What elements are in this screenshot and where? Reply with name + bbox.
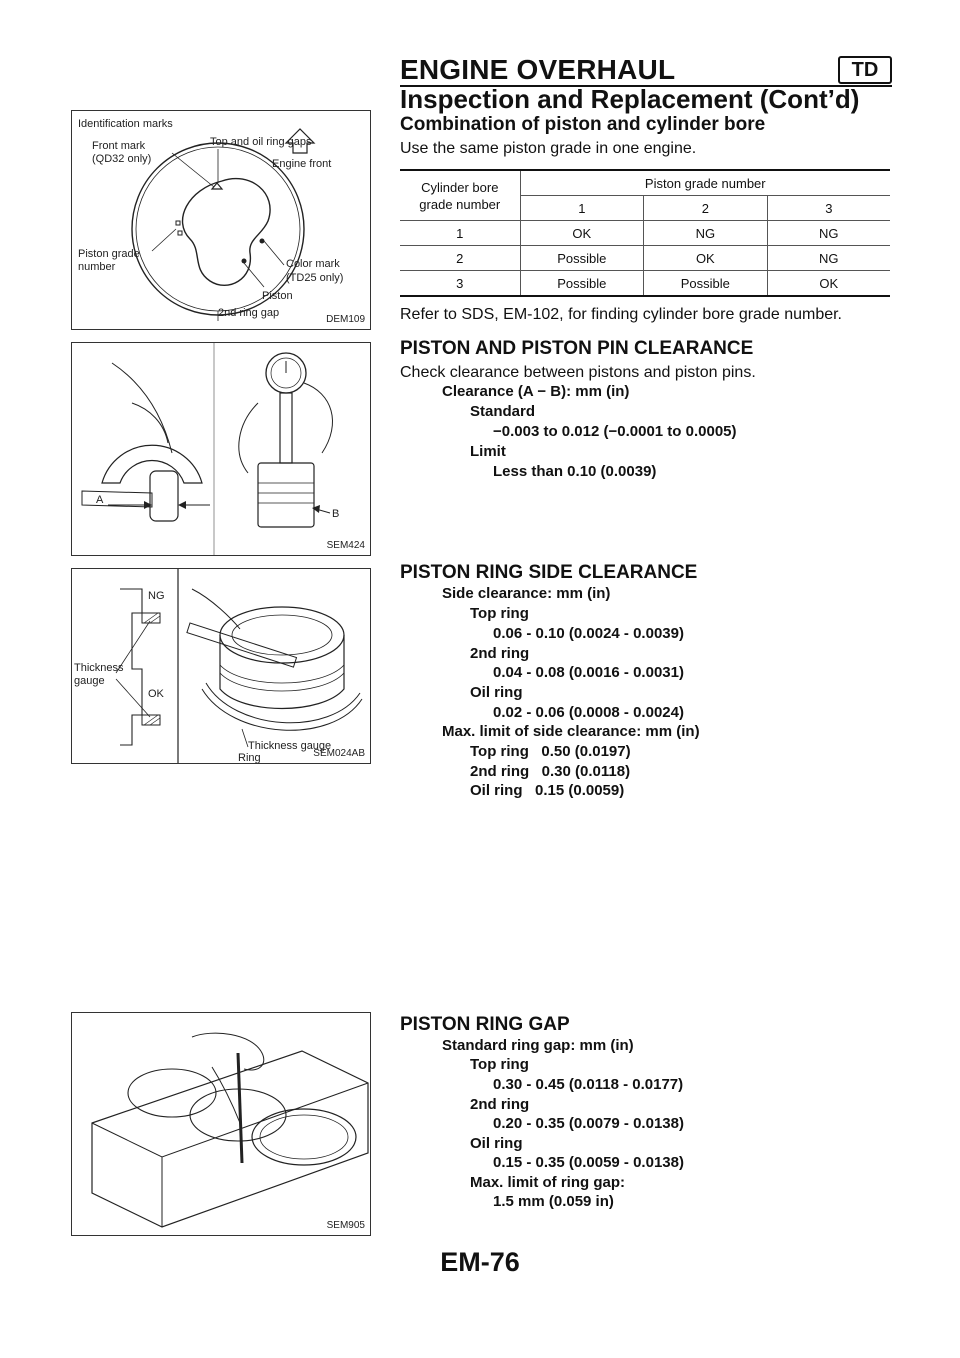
table-cell: NG [767, 221, 890, 246]
label-ng: NG [148, 590, 165, 602]
cylinder-ring-gap-illustration [72, 1013, 370, 1235]
table-cell: Possible [520, 271, 644, 297]
pin-clearance-heading: PISTON AND PISTON PIN CLEARANCE [400, 338, 754, 359]
label-color-mark: Color mark [286, 258, 340, 270]
label-a: A [96, 494, 104, 506]
spec-line: Clearance (A − B): mm (in) [442, 383, 630, 400]
table-row-header [400, 170, 520, 221]
spec-line: Less than 0.10 (0.0039) [493, 463, 657, 480]
table-cell: Possible [520, 246, 644, 271]
label-ok: OK [148, 688, 164, 700]
spec-line: 2nd ring 0.30 (0.0118) [470, 763, 631, 780]
label-second-ring-gap: 2nd ring gap [218, 307, 280, 319]
row-grade: 2 [400, 246, 520, 271]
spec-line: Limit [470, 443, 506, 460]
spec-line: 0.15 - 0.35 (0.0059 - 0.0138) [493, 1154, 684, 1171]
thickness-gauge-illustration [72, 569, 370, 763]
piston-grade-table [400, 169, 890, 297]
figure-ring-gap [71, 1012, 371, 1236]
table-col-header: Piston grade number [520, 170, 890, 196]
combination-heading: Combination of piston and cylinder bore [400, 114, 766, 135]
col-label: 1 [520, 196, 644, 221]
col-label: 3 [767, 196, 890, 221]
spec-line: −0.003 to 0.012 (−0.0001 to 0.0005) [493, 423, 737, 440]
spec-line: Max. limit of side clearance: mm (in) [442, 723, 700, 740]
spec-line: Max. limit of ring gap: [470, 1174, 626, 1191]
figure-piston-identification [71, 110, 371, 330]
table-cell: OK [520, 221, 644, 246]
row-header-line2: grade number [419, 196, 501, 212]
figure-code: DEM109 [326, 314, 365, 325]
label-top-oil-gaps: Top and oil ring gaps [210, 136, 312, 148]
label-piston-grade-number: number [78, 261, 116, 273]
spec-line: Oil ring 0.15 (0.0059) [470, 782, 625, 799]
micrometer-bore-gauge-illustration [72, 343, 370, 555]
spec-line: 1.5 mm (0.059 in) [493, 1193, 614, 1210]
label-color-mark-note: (TD25 only) [286, 272, 344, 284]
spec-line: 2nd ring [470, 645, 530, 662]
figure-code: SEM424 [326, 540, 365, 551]
engine-badge: TD [838, 56, 892, 84]
label-front-mark-note: (QD32 only) [92, 153, 152, 165]
spec-line: Oil ring [470, 1135, 523, 1152]
spec-line: 0.20 - 0.35 (0.0079 - 0.0138) [493, 1115, 684, 1132]
combination-note: Refer to SDS, EM-102, for finding cylinder bore grade number. [400, 306, 842, 323]
spec-line: 0.30 - 0.45 (0.0118 - 0.0177) [493, 1076, 684, 1093]
figure-side-clearance [71, 568, 371, 764]
pin-clearance-intro: Check clearance between pistons and piston pins. [400, 364, 756, 381]
figure-pin-clearance [71, 342, 371, 556]
label-piston-grade: Piston grade [78, 248, 140, 260]
label-gauge: gauge [74, 675, 105, 687]
label-thickness-gauge: Thickness gauge [248, 740, 332, 752]
ring-gap-heading: PISTON RING GAP [400, 1014, 570, 1035]
combination-intro: Use the same piston grade in one engine. [400, 140, 697, 157]
spec-line: 2nd ring [470, 1096, 530, 1113]
section-title: ENGINE OVERHAUL [400, 54, 676, 85]
spec-line: 0.04 - 0.08 (0.0016 - 0.0031) [493, 664, 684, 681]
section-subtitle: Inspection and Replacement (Cont’d) [400, 84, 860, 114]
label-ring: Ring [238, 752, 261, 763]
row-grade: 3 [400, 271, 520, 297]
table-row [400, 246, 890, 271]
label-front-mark: Front mark [92, 140, 146, 152]
col-label: 2 [644, 196, 768, 221]
table-cell: OK [767, 271, 890, 297]
label-engine-front: Engine front [272, 158, 332, 170]
table-cell: NG [644, 221, 768, 246]
label-identification-marks: Identification marks [78, 118, 173, 130]
spec-line: Oil ring [470, 684, 523, 701]
spec-line: Standard ring gap: mm (in) [442, 1037, 634, 1054]
spec-line: Top ring [470, 605, 529, 622]
spec-line: 0.06 - 0.10 (0.0024 - 0.0039) [493, 625, 684, 642]
label-thickness: Thickness [74, 662, 124, 674]
spec-line: Top ring [470, 1056, 529, 1073]
figure-code: SEM024AB [313, 748, 365, 759]
side-clearance-heading: PISTON RING SIDE CLEARANCE [400, 562, 698, 583]
spec-line: Side clearance: mm (in) [442, 585, 611, 602]
piston-top-illustration [72, 111, 370, 329]
figure-code: SEM905 [326, 1220, 365, 1231]
table-cell: NG [767, 246, 890, 271]
page-number: EM-76 [440, 1247, 520, 1277]
label-piston: Piston [262, 290, 293, 302]
table-cell: OK [644, 246, 768, 271]
table-row [400, 271, 890, 297]
spec-line: 0.02 - 0.06 (0.0008 - 0.0024) [493, 704, 684, 721]
table-cell: Possible [644, 271, 768, 297]
label-b: B [332, 508, 340, 520]
row-grade: 1 [400, 221, 520, 246]
table-row [400, 221, 890, 246]
spec-line: Top ring 0.50 (0.0197) [470, 743, 631, 760]
spec-line: Standard [470, 403, 536, 420]
row-header-line1: Cylinder bore [421, 179, 499, 195]
